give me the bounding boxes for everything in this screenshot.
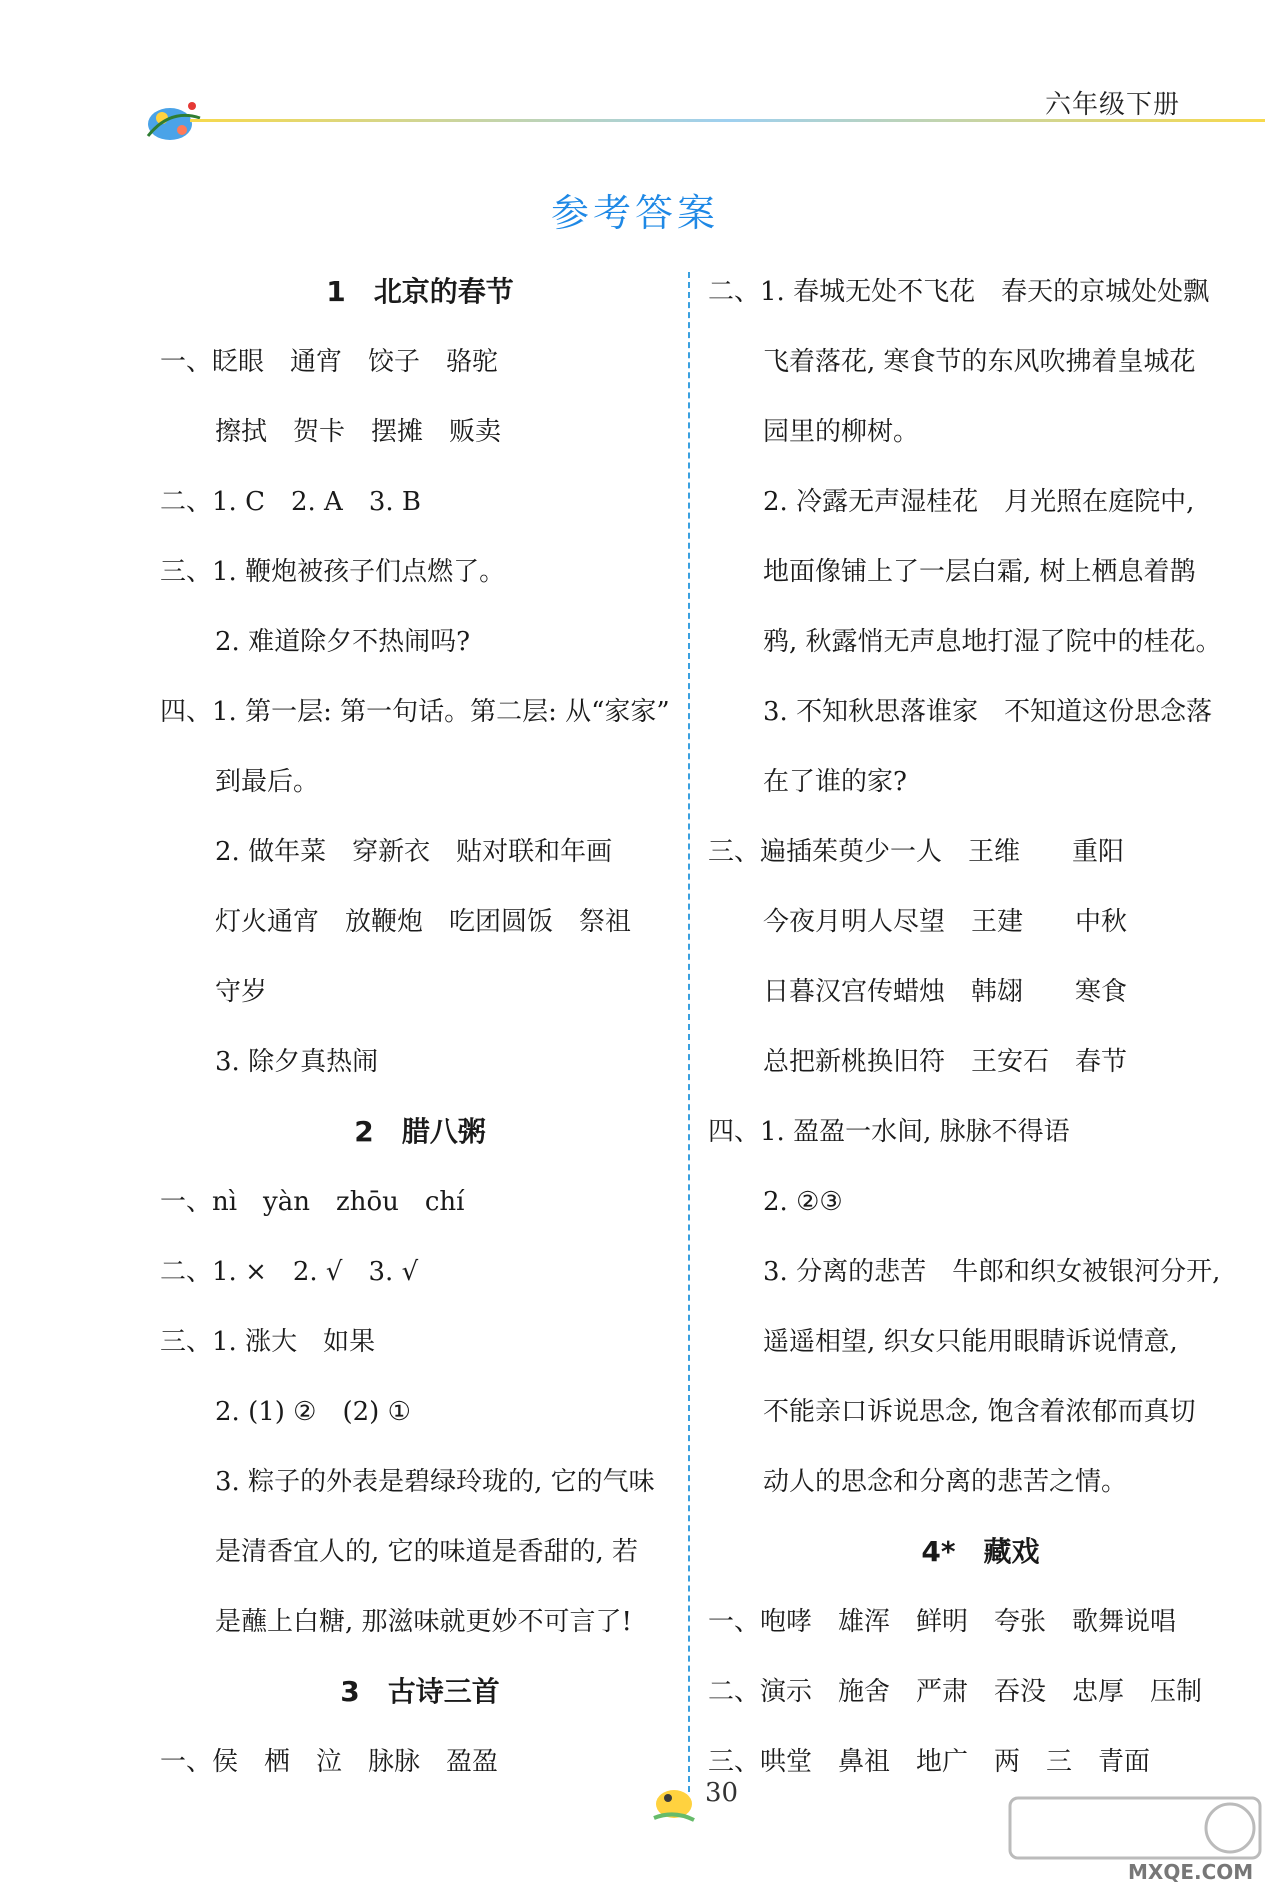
section-heading: 2 腊八粥	[354, 1115, 486, 1148]
answer-line: 2. 做年菜 穿新衣 贴对联和年画	[215, 837, 613, 867]
page-title: 参考答案	[550, 191, 719, 235]
answer-line: 二、1. C 2. A 3. B	[160, 487, 421, 517]
right-column	[708, 268, 1253, 1808]
answer-line: 今夜月明人尽望 王建 中秋	[763, 907, 1128, 937]
answer-line: 鸦, 秋露悄无声息地打湿了院中的桂花。	[763, 627, 1222, 657]
grade-label: 六年级下册	[1045, 90, 1181, 120]
answer-line: 3. 除夕真热闹	[215, 1047, 379, 1077]
answer-line: 二、演示 施舍 严肃 吞没 忠厚 压制	[708, 1677, 1203, 1707]
page-number: 30	[705, 1778, 739, 1808]
answer-line: 一、咆哮 雄浑 鲜明 夸张 歌舞说唱	[708, 1607, 1177, 1637]
answer-line: 二、1. 春城无处不飞花 春天的京城处处飘	[708, 277, 1210, 307]
answer-line: 擦拭 贺卡 摆摊 贩卖	[215, 417, 502, 447]
answer-line: 地面像铺上了一层白霜, 树上栖息着鹊	[763, 557, 1196, 587]
section-heading: 4* 藏戏	[921, 1535, 1040, 1568]
answer-line: 四、1. 盈盈一水间, 脉脉不得语	[708, 1117, 1070, 1147]
answer-line: 总把新桃换旧符 王安石 春节	[763, 1047, 1128, 1077]
answer-line: 一、nì yàn zhōu chí	[160, 1187, 465, 1217]
answer-line: 三、1. 鞭炮被孩子们点燃了。	[160, 557, 506, 587]
answer-line: 四、1. 第一层: 第一句话。第二层: 从“家家”	[160, 697, 670, 727]
answer-line: 2. ②③	[763, 1187, 843, 1217]
answer-line: 是清香宜人的, 它的味道是香甜的, 若	[215, 1537, 639, 1567]
answer-line: 一、眨眼 通宵 饺子 骆驼	[160, 347, 499, 377]
answer-line: 2. 难道除夕不热闹吗?	[215, 627, 471, 657]
answer-line: 灯火通宵 放鞭炮 吃团圆饭 祭祖	[215, 907, 632, 937]
answer-line: 日暮汉宫传蜡烛 韩翃 寒食	[763, 977, 1128, 1007]
answer-line: 二、1. × 2. √ 3. √	[160, 1257, 419, 1287]
answer-line: 一、侯 栖 泣 脉脉 盈盈	[160, 1747, 499, 1777]
answer-line: 3. 粽子的外表是碧绿玲珑的, 它的气味	[215, 1467, 655, 1497]
answer-line: 2. 冷露无声湿桂花 月光照在庭院中,	[763, 487, 1195, 517]
answer-line: 2. (1) ② (2) ①	[215, 1397, 411, 1427]
answer-line: 3. 不知秋思落谁家 不知道这份思念落	[763, 697, 1213, 727]
answer-line: 遥遥相望, 织女只能用眼睛诉说情意,	[763, 1327, 1178, 1357]
column-divider	[688, 272, 690, 1792]
answer-line: 三、哄堂 鼻祖 地广 两 三 青面	[708, 1747, 1151, 1777]
answer-line: 三、遍插茱萸少一人 王维 重阳	[708, 837, 1125, 867]
answer-line: 守岁	[215, 977, 268, 1007]
mascot-icon	[648, 1770, 712, 1826]
section-heading: 3 古诗三首	[340, 1675, 500, 1708]
answer-line: 在了谁的家?	[763, 767, 907, 797]
answer-line: 到最后。	[215, 767, 320, 797]
answer-line: 是蘸上白糖, 那滋味就更妙不可言了!	[215, 1607, 632, 1637]
answer-line: 3. 分离的悲苦 牛郎和织女被银河分开,	[763, 1257, 1221, 1287]
answer-line: 不能亲口诉说思念, 饱含着浓郁而真切	[763, 1397, 1196, 1427]
section-heading: 1 北京的春节	[326, 275, 514, 308]
watermark-text: MXQE.COM	[1128, 1860, 1254, 1884]
answer-line: 三、1. 涨大 如果	[160, 1327, 376, 1357]
answer-line: 园里的柳树。	[763, 417, 920, 447]
answer-line: 飞着落花, 寒食节的东风吹拂着皇城花	[763, 347, 1196, 377]
answer-line: 动人的思念和分离的悲苦之情。	[763, 1467, 1128, 1497]
left-column	[160, 268, 680, 1808]
